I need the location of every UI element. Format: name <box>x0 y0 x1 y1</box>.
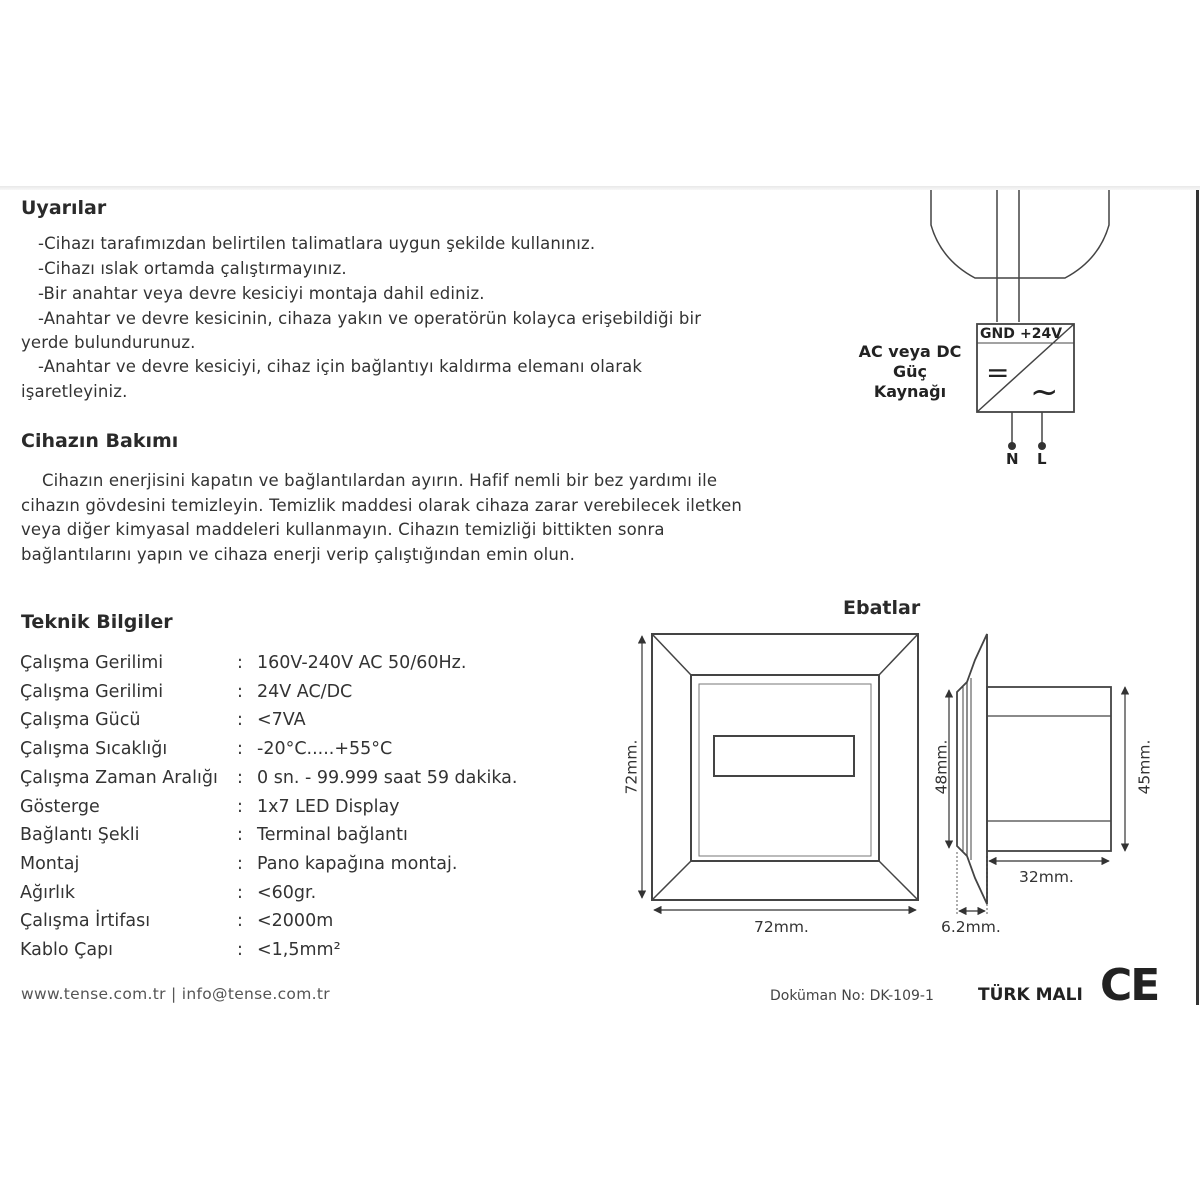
spec-colon: : <box>237 739 243 760</box>
dimensions-title: Ebatlar <box>843 597 921 619</box>
terminal-l-dot <box>1038 442 1046 450</box>
side-body <box>987 687 1111 851</box>
spec-value: 0 sn. - 99.999 saat 59 dakika. <box>257 767 518 788</box>
warning-item-3: -Bir anahtar veya devre kesiciyi montaja dahil ediniz. <box>38 284 485 303</box>
spec-value: Terminal bağlantı <box>257 825 408 846</box>
front-inner-bevel <box>699 684 871 856</box>
spec-colon: : <box>237 882 243 903</box>
maintenance-title: Cihazın Bakımı <box>21 430 179 452</box>
spec-colon: : <box>237 681 243 702</box>
spec-label: Çalışma Gerilimi <box>20 653 164 673</box>
ce-mark: CE <box>1100 960 1159 1011</box>
warnings-title: Uyarılar <box>21 197 107 219</box>
warning-item-5: -Anahtar ve devre kesiciyi, cihaz için bağlantıyı kaldırma elemanı olarak <box>38 357 643 376</box>
psu-label-line1: AC veya DC <box>858 342 962 361</box>
spec-label: Çalışma Zaman Aralığı <box>20 767 218 788</box>
spec-label: Gösterge <box>20 796 100 817</box>
warning-item-2: -Cihazı ıslak ortamda çalıştırmayınız. <box>38 259 347 278</box>
page-right-edge <box>1196 190 1199 1005</box>
spec-label: Kablo Çapı <box>20 940 114 960</box>
warning-item-4: -Anahtar ve devre kesicinin, cihaza yakın ve operatörün kolayca erişebildiği bir <box>38 309 702 328</box>
dimensions-drawing <box>620 620 1160 930</box>
spec-value: -20°C.....+55°C <box>257 739 393 760</box>
side-outer-height-label: 48mm. <box>932 739 951 795</box>
spec-label: Bağlantı Şekli <box>20 825 140 846</box>
spec-label: Çalışma Gerilimi <box>20 681 164 702</box>
maintenance-line-4: bağlantılarını yapın ve cihaza enerji verip çalıştığından emin olun. <box>21 545 575 564</box>
spec-value: Pano kapağına montaj. <box>257 853 458 874</box>
ac-symbol: ~ <box>1030 372 1059 412</box>
maintenance-line-2: cihazın gövdesini temizleyin. Temizlik maddesi olarak cihaza zarar verebilecek iletken <box>21 496 742 515</box>
spec-value: 24V AC/DC <box>257 681 353 702</box>
front-width-label: 72mm. <box>754 918 809 936</box>
psu-description <box>850 342 970 402</box>
spec-colon: : <box>237 940 243 960</box>
terminal-l-label: L <box>1037 450 1047 468</box>
maintenance-line-1: Cihazın enerjisini kapatın ve bağlantılardan ayırın. Hafif nemli bir bez yardımı ile <box>42 471 718 490</box>
maintenance-line-3: veya diğer kimyasal maddeleri kullanmayın. Cihazın temizliği bittikten sonra <box>21 520 665 539</box>
spec-colon: : <box>237 710 243 731</box>
spec-value: 160V-240V AC 50/60Hz. <box>257 653 467 673</box>
terminal-n-dot <box>1008 442 1016 450</box>
spec-label: Ağırlık <box>20 882 75 903</box>
psu-24v-label: +24V <box>1020 326 1063 342</box>
spec-colon: : <box>237 796 243 817</box>
terminal-n-label: N <box>1006 450 1019 468</box>
warning-item-5-cont: işaretleyiniz. <box>21 382 128 401</box>
spec-colon: : <box>237 853 243 874</box>
psu-label-line2: Güç <box>892 362 927 381</box>
spec-label: Çalışma Sıcaklığı <box>20 739 168 760</box>
spec-label: Çalışma İrtifası <box>20 911 151 932</box>
spec-colon: : <box>237 911 243 932</box>
spec-colon: : <box>237 825 243 846</box>
front-inner-frame <box>691 675 879 861</box>
spec-label: Montaj <box>20 853 80 874</box>
warning-item-1: -Cihazı tarafımızdan belirtilen talimatlara uygun şekilde kullanınız. <box>38 234 596 253</box>
side-inner-height-label: 45mm. <box>1135 739 1154 795</box>
front-display-window <box>714 736 854 776</box>
spec-value: <60gr. <box>257 882 317 903</box>
front-view <box>642 634 918 910</box>
specs-title: Teknik Bilgiler <box>21 611 173 633</box>
dc-symbol: = <box>986 356 1010 389</box>
spec-value: <1,5mm² <box>257 940 341 960</box>
spec-value: 1x7 LED Display <box>257 796 400 817</box>
spec-colon: : <box>237 767 243 788</box>
spec-value: <2000m <box>257 911 334 932</box>
made-in-turkey: TÜRK MALI <box>978 985 1083 1005</box>
flange-label: 6.2mm. <box>941 918 1001 936</box>
spec-label: Çalışma Gücü <box>20 710 141 731</box>
spec-colon: : <box>237 653 243 673</box>
psu-gnd-label: GND <box>980 326 1015 342</box>
psu-label-line3: Kaynağı <box>873 382 947 401</box>
warning-item-4-cont: yerde bulundurunuz. <box>21 333 196 352</box>
side-flange <box>957 634 987 904</box>
side-depth-label: 32mm. <box>1019 868 1074 886</box>
document-number: Doküman No: DK-109-1 <box>770 988 934 1004</box>
front-height-label: 72mm. <box>622 739 641 795</box>
footer-contact: www.tense.com.tr | info@tense.com.tr <box>21 985 330 1003</box>
device-housing-outline <box>931 190 1109 278</box>
spec-value: <7VA <box>257 710 306 731</box>
